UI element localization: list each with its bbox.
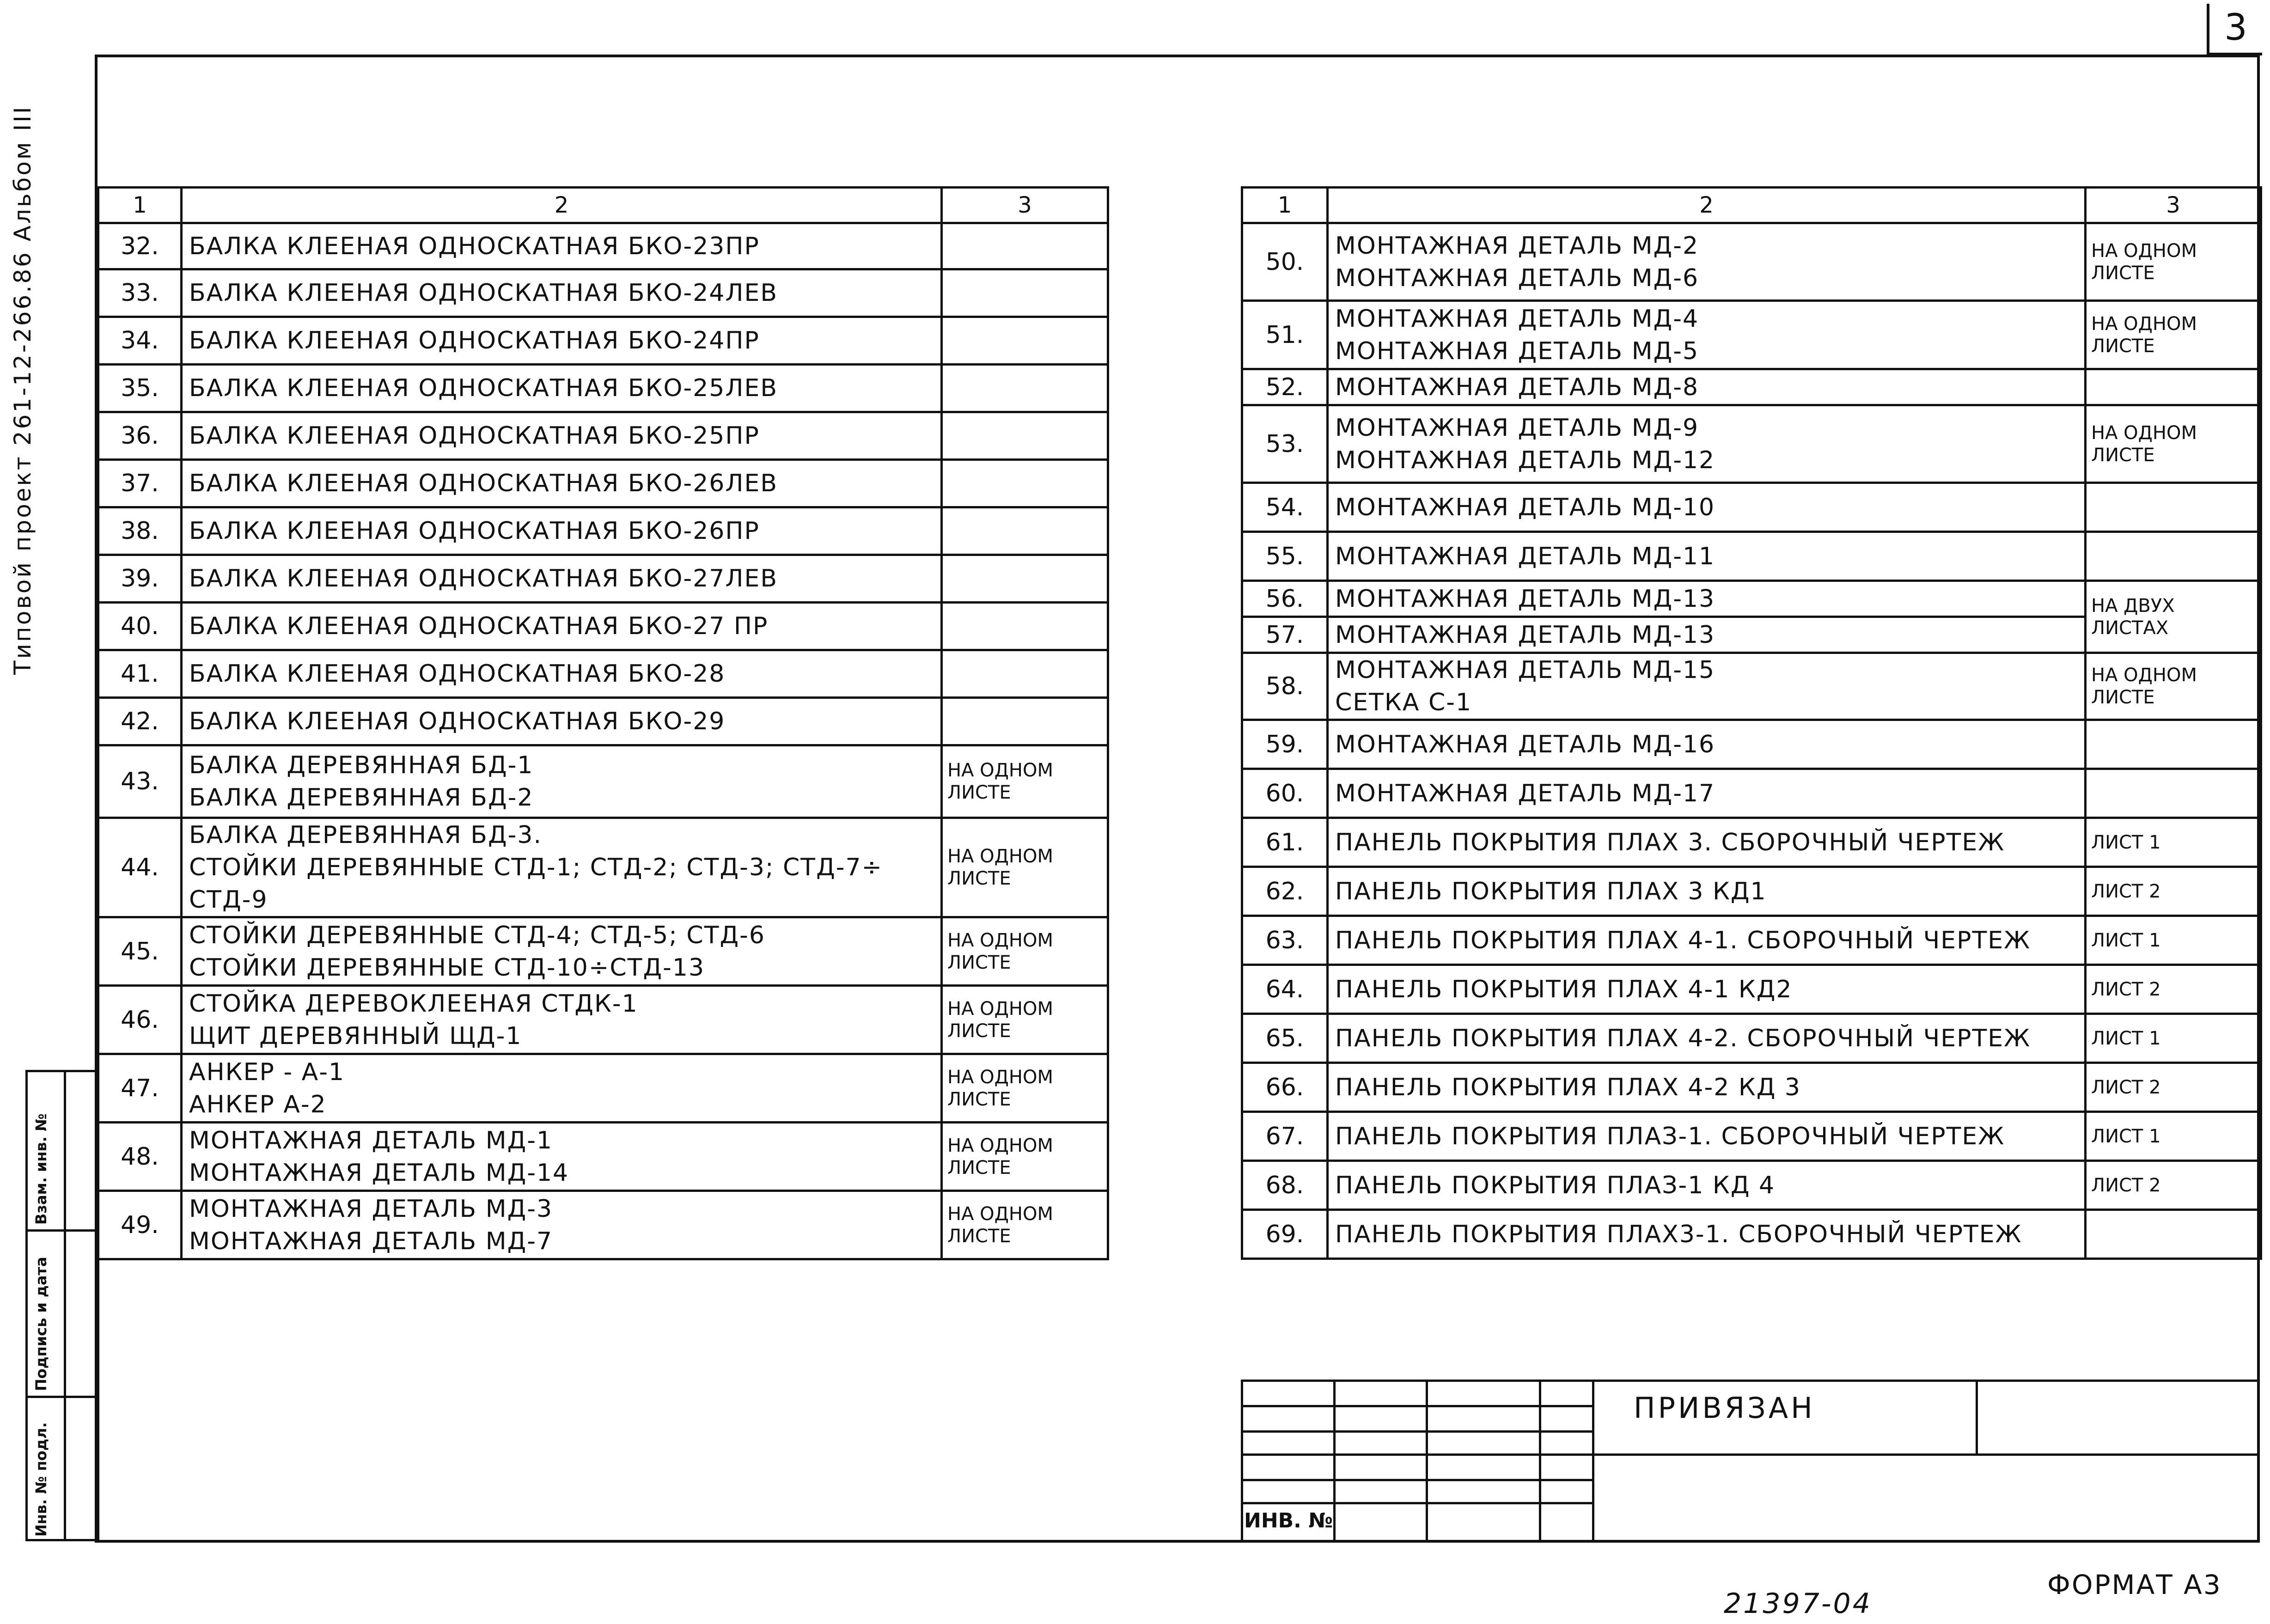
item-number: 56. bbox=[1242, 581, 1328, 617]
item-note bbox=[942, 317, 1108, 365]
item-number: 34. bbox=[98, 317, 182, 365]
item-number: 59. bbox=[1242, 720, 1328, 769]
item-name bbox=[1328, 223, 2086, 301]
grid-line bbox=[1241, 1479, 1592, 1481]
item-name bbox=[1328, 818, 2086, 867]
item-name-line: МОНТАЖНАЯ ДЕТАЛЬ МД-7 bbox=[189, 1227, 553, 1255]
table-row bbox=[98, 223, 1108, 269]
table-row bbox=[98, 1191, 1108, 1259]
item-name-line: ПАНЕЛЬ ПОКРЫТИЯ ПЛАХ 3 КД1 bbox=[1335, 877, 1767, 905]
item-name bbox=[1328, 532, 2086, 581]
item-name-line: ПАНЕЛЬ ПОКРЫТИЯ ПЛАХ3-1. СБОРОЧНЫЙ ЧЕРТЕЖ bbox=[1335, 1220, 2022, 1248]
item-note bbox=[942, 412, 1108, 460]
item-number: 57. bbox=[1242, 617, 1328, 653]
item-name bbox=[1328, 617, 2086, 653]
item-name-line: МОНТАЖНАЯ ДЕТАЛЬ МД-6 bbox=[1335, 264, 1699, 292]
item-name bbox=[182, 317, 942, 365]
item-name bbox=[182, 223, 942, 269]
item-number: 33. bbox=[98, 269, 182, 317]
table-row bbox=[1242, 769, 2261, 818]
column-header: 2 bbox=[1328, 188, 2086, 223]
grid-line bbox=[1241, 1380, 2260, 1382]
item-name-line: МОНТАЖНАЯ ДЕТАЛЬ МД-5 bbox=[1335, 337, 1699, 365]
item-name bbox=[182, 818, 942, 917]
grid-line bbox=[1426, 1380, 1428, 1543]
item-number: 50. bbox=[1242, 223, 1328, 301]
item-note bbox=[942, 603, 1108, 650]
item-name-line: СТД-9 bbox=[189, 886, 268, 914]
item-number: 44. bbox=[98, 818, 182, 917]
item-name bbox=[182, 986, 942, 1054]
item-note bbox=[2086, 1210, 2261, 1259]
item-name bbox=[182, 1123, 942, 1191]
table-row bbox=[1242, 653, 2261, 720]
table-row bbox=[98, 745, 1108, 818]
item-note bbox=[2086, 532, 2261, 581]
item-name bbox=[1328, 369, 2086, 405]
column-header: 3 bbox=[942, 188, 1108, 223]
item-name bbox=[182, 1191, 942, 1259]
item-name bbox=[182, 603, 942, 650]
item-number: 37. bbox=[98, 460, 182, 507]
item-name-line: МОНТАЖНАЯ ДЕТАЛЬ МД-12 bbox=[1335, 446, 1715, 474]
item-name-line: СТОЙКИ ДЕРЕВЯННЫЕ СТД-10÷СТД-13 bbox=[189, 953, 705, 982]
item-name-line: МОНТАЖНАЯ ДЕТАЛЬ МД-16 bbox=[1335, 730, 1715, 758]
table-row bbox=[98, 1123, 1108, 1191]
item-number: 51. bbox=[1242, 301, 1328, 369]
item-number: 67. bbox=[1242, 1112, 1328, 1161]
item-name-line: МОНТАЖНАЯ ДЕТАЛЬ МД-1 bbox=[189, 1126, 553, 1154]
item-note bbox=[942, 269, 1108, 317]
item-note bbox=[942, 698, 1108, 745]
item-number: 47. bbox=[98, 1054, 182, 1123]
item-name bbox=[1328, 720, 2086, 769]
item-number: 49. bbox=[98, 1191, 182, 1259]
item-name-line: МОНТАЖНАЯ ДЕТАЛЬ МД-15 bbox=[1335, 656, 1715, 684]
vertical-project-title: Типовой проект 261-12-266.86 Альбом III bbox=[9, 105, 36, 675]
side-stamp-divider bbox=[64, 1072, 66, 1539]
table-row bbox=[1242, 483, 2261, 532]
table-row bbox=[1242, 405, 2261, 483]
item-number: 65. bbox=[1242, 1014, 1328, 1063]
item-name-line: МОНТАЖНАЯ ДЕТАЛЬ МД-4 bbox=[1335, 305, 1699, 333]
item-number: 52. bbox=[1242, 369, 1328, 405]
table-row bbox=[1242, 1161, 2261, 1210]
item-name-line: ПАНЕЛЬ ПОКРЫТИЯ ПЛАХ 4-2. СБОРОЧНЫЙ ЧЕРТЕЖ bbox=[1335, 1024, 2031, 1052]
item-number: 61. bbox=[1242, 818, 1328, 867]
item-number: 42. bbox=[98, 698, 182, 745]
item-number: 40. bbox=[98, 603, 182, 650]
item-note bbox=[942, 555, 1108, 603]
item-name-line: БАЛКА КЛЕЕНАЯ ОДНОСКАТНАЯ БКО-26ЛЕВ bbox=[189, 470, 778, 497]
sheet-number: 3 bbox=[2207, 4, 2262, 55]
table-row bbox=[1242, 916, 2261, 965]
item-name-line: БАЛКА ДЕРЕВЯННАЯ БД-3. bbox=[189, 821, 542, 849]
item-note: НА ОДНОМ ЛИСТЕ bbox=[2086, 301, 2261, 369]
item-name-line: БАЛКА КЛЕЕНАЯ ОДНОСКАТНАЯ БКО-24ПР bbox=[189, 327, 760, 354]
item-name bbox=[182, 412, 942, 460]
item-note: ЛИСТ 1 bbox=[2086, 1112, 2261, 1161]
item-name-line: МОНТАЖНАЯ ДЕТАЛЬ МД-9 bbox=[1335, 414, 1699, 442]
item-number: 64. bbox=[1242, 965, 1328, 1014]
item-number: 39. bbox=[98, 555, 182, 603]
item-number: 43. bbox=[98, 745, 182, 818]
item-name-line: МОНТАЖНАЯ ДЕТАЛЬ МД-13 bbox=[1335, 585, 1715, 613]
item-name bbox=[1328, 965, 2086, 1014]
table-row bbox=[1242, 369, 2261, 405]
item-note: ЛИСТ 1 bbox=[2086, 916, 2261, 965]
item-note: НА ОДНОМ ЛИСТЕ bbox=[2086, 653, 2261, 720]
table-row bbox=[98, 986, 1108, 1054]
item-name-line: БАЛКА КЛЕЕНАЯ ОДНОСКАТНАЯ БКО-26ПР bbox=[189, 517, 760, 545]
item-name bbox=[182, 698, 942, 745]
item-name-line: МОНТАЖНАЯ ДЕТАЛЬ МД-10 bbox=[1335, 493, 1715, 521]
item-name-line: МОНТАЖНАЯ ДЕТАЛЬ МД-13 bbox=[1335, 621, 1715, 649]
item-note: НА ДВУХ ЛИСТАХ bbox=[2086, 581, 2261, 653]
item-name bbox=[1328, 483, 2086, 532]
item-name-line: БАЛКА КЛЕЕНАЯ ОДНОСКАТНАЯ БКО-27ЛЕВ bbox=[189, 565, 778, 592]
item-name-line: МОНТАЖНАЯ ДЕТАЛЬ МД-2 bbox=[1335, 232, 1699, 260]
item-name-line: ПАНЕЛЬ ПОКРЫТИЯ ПЛАХ 3. СБОРОЧНЫЙ ЧЕРТЕЖ bbox=[1335, 828, 2005, 856]
item-note: НА ОДНОМ ЛИСТЕ bbox=[942, 1054, 1108, 1123]
item-number: 68. bbox=[1242, 1161, 1328, 1210]
column-header: 1 bbox=[1242, 188, 1328, 223]
side-stamp-label: Взам. инв. № bbox=[32, 1113, 50, 1225]
table-row bbox=[1242, 581, 2261, 617]
table-row bbox=[1242, 223, 2261, 301]
item-name bbox=[182, 269, 942, 317]
item-name bbox=[1328, 1161, 2086, 1210]
right-spec-table bbox=[1241, 186, 2262, 1260]
item-note bbox=[2086, 720, 2261, 769]
item-name bbox=[1328, 916, 2086, 965]
item-name-line: ЩИТ ДЕРЕВЯННЫЙ ЩД-1 bbox=[189, 1022, 522, 1050]
item-number: 35. bbox=[98, 365, 182, 412]
item-name-line: МОНТАЖНАЯ ДЕТАЛЬ МД-3 bbox=[189, 1195, 553, 1223]
drawing-code: 21397-04 bbox=[1724, 1587, 1872, 1620]
item-number: 45. bbox=[98, 917, 182, 986]
item-number: 48. bbox=[98, 1123, 182, 1191]
item-name bbox=[1328, 405, 2086, 483]
table-row bbox=[98, 555, 1108, 603]
table-row bbox=[1242, 1014, 2261, 1063]
grid-line bbox=[1592, 1380, 1594, 1543]
item-name bbox=[182, 745, 942, 818]
side-stamp-separator bbox=[28, 1396, 97, 1398]
table-row bbox=[98, 1054, 1108, 1123]
table-row bbox=[98, 818, 1108, 917]
item-note: НА ОДНОМ ЛИСТЕ bbox=[942, 1123, 1108, 1191]
item-name-line: БАЛКА КЛЕЕНАЯ ОДНОСКАТНАЯ БКО-25ЛЕВ bbox=[189, 374, 778, 402]
item-name-line: АНКЕР А-2 bbox=[189, 1090, 327, 1118]
table-row bbox=[98, 507, 1108, 555]
item-name bbox=[1328, 1210, 2086, 1259]
item-note bbox=[942, 460, 1108, 507]
grid-line bbox=[1241, 1405, 1592, 1407]
item-note bbox=[942, 365, 1108, 412]
table-row bbox=[1242, 867, 2261, 916]
table-row bbox=[1242, 1210, 2261, 1259]
item-number: 63. bbox=[1242, 916, 1328, 965]
grid-line bbox=[1241, 1430, 1592, 1433]
table-row bbox=[98, 603, 1108, 650]
table-row bbox=[98, 412, 1108, 460]
item-name bbox=[182, 650, 942, 698]
item-name bbox=[1328, 653, 2086, 720]
item-note: ЛИСТ 2 bbox=[2086, 965, 2261, 1014]
item-name-line: БАЛКА ДЕРЕВЯННАЯ БД-2 bbox=[189, 784, 534, 812]
item-name-line: ПАНЕЛЬ ПОКРЫТИЯ ПЛАЗ-1. СБОРОЧНЫЙ ЧЕРТЕЖ bbox=[1335, 1122, 2005, 1150]
item-note: ЛИСТ 2 bbox=[2086, 1063, 2261, 1112]
item-number: 32. bbox=[98, 223, 182, 269]
item-name-line: ПАНЕЛЬ ПОКРЫТИЯ ПЛАЗ-1 КД 4 bbox=[1335, 1171, 1776, 1199]
item-number: 53. bbox=[1242, 405, 1328, 483]
grid-line bbox=[1976, 1380, 1978, 1455]
item-number: 60. bbox=[1242, 769, 1328, 818]
item-note: ЛИСТ 1 bbox=[2086, 1014, 2261, 1063]
side-stamp-separator bbox=[28, 1229, 97, 1232]
item-name bbox=[1328, 581, 2086, 617]
item-note: НА ОДНОМ ЛИСТЕ bbox=[942, 818, 1108, 917]
item-note bbox=[942, 223, 1108, 269]
item-note: ЛИСТ 2 bbox=[2086, 867, 2261, 916]
item-name bbox=[182, 917, 942, 986]
table-row bbox=[98, 317, 1108, 365]
item-name-line: БАЛКА КЛЕЕНАЯ ОДНОСКАТНАЯ БКО-25ПР bbox=[189, 422, 760, 450]
table-row bbox=[1242, 1112, 2261, 1161]
item-number: 58. bbox=[1242, 653, 1328, 720]
item-name-line: МОНТАЖНАЯ ДЕТАЛЬ МД-17 bbox=[1335, 779, 1715, 807]
item-number: 41. bbox=[98, 650, 182, 698]
item-note bbox=[2086, 483, 2261, 532]
item-number: 55. bbox=[1242, 532, 1328, 581]
item-name-line: МОНТАЖНАЯ ДЕТАЛЬ МД-11 bbox=[1335, 542, 1715, 570]
item-name bbox=[1328, 301, 2086, 369]
item-number: 46. bbox=[98, 986, 182, 1054]
item-number: 66. bbox=[1242, 1063, 1328, 1112]
item-name-line: СТОЙКА ДЕРЕВОКЛЕЕНАЯ СТДК-1 bbox=[189, 989, 638, 1018]
item-name-line: БАЛКА ДЕРЕВЯННАЯ БД-1 bbox=[189, 751, 534, 779]
column-header: 1 bbox=[98, 188, 182, 223]
column-header: 2 bbox=[182, 188, 942, 223]
item-note: ЛИСТ 2 bbox=[2086, 1161, 2261, 1210]
side-stamp-label: Инв. № подл. bbox=[32, 1422, 50, 1537]
table-row bbox=[1242, 818, 2261, 867]
side-stamp bbox=[25, 1070, 99, 1541]
table-row bbox=[98, 269, 1108, 317]
item-name bbox=[1328, 1014, 2086, 1063]
item-note bbox=[942, 650, 1108, 698]
item-name bbox=[182, 555, 942, 603]
table-row bbox=[98, 650, 1108, 698]
table-row bbox=[1242, 720, 2261, 769]
item-name bbox=[1328, 1063, 2086, 1112]
column-header: 3 bbox=[2086, 188, 2261, 223]
item-number: 38. bbox=[98, 507, 182, 555]
left-spec-table bbox=[97, 186, 1109, 1260]
item-name-line: БАЛКА КЛЕЕНАЯ ОДНОСКАТНАЯ БКО-29 bbox=[189, 708, 726, 735]
item-note: НА ОДНОМ ЛИСТЕ bbox=[2086, 405, 2261, 483]
item-number: 69. bbox=[1242, 1210, 1328, 1259]
item-name-line: МОНТАЖНАЯ ДЕТАЛЬ МД-8 bbox=[1335, 373, 1699, 401]
item-note bbox=[2086, 769, 2261, 818]
item-name bbox=[182, 365, 942, 412]
item-name-line: ПАНЕЛЬ ПОКРЫТИЯ ПЛАХ 4-1. СБОРОЧНЫЙ ЧЕРТЕЖ bbox=[1335, 926, 2031, 954]
item-name bbox=[182, 460, 942, 507]
table-row bbox=[1242, 965, 2261, 1014]
item-name bbox=[182, 507, 942, 555]
item-name bbox=[1328, 769, 2086, 818]
side-stamp-label: Подпись и дата bbox=[32, 1257, 50, 1391]
bound-label: ПРИВЯЗАН bbox=[1634, 1391, 1815, 1425]
item-name-line: БАЛКА КЛЕЕНАЯ ОДНОСКАТНАЯ БКО-24ЛЕВ bbox=[189, 279, 778, 307]
grid-line bbox=[1539, 1380, 1541, 1543]
item-note bbox=[942, 507, 1108, 555]
grid-line bbox=[1241, 1502, 1592, 1504]
grid-line bbox=[1241, 1380, 1243, 1543]
grid-line bbox=[1333, 1380, 1336, 1543]
table-row bbox=[98, 698, 1108, 745]
item-note: ЛИСТ 1 bbox=[2086, 818, 2261, 867]
item-note: НА ОДНОМ ЛИСТЕ bbox=[942, 1191, 1108, 1259]
item-name-line: ПАНЕЛЬ ПОКРЫТИЯ ПЛАХ 4-2 КД 3 bbox=[1335, 1073, 1801, 1101]
table-row bbox=[98, 365, 1108, 412]
item-name-line: СТОЙКИ ДЕРЕВЯННЫЕ СТД-1; СТД-2; СТД-3; СТД-7÷ bbox=[189, 854, 883, 881]
table-header-row bbox=[1242, 188, 2261, 223]
inventory-number-label: ИНВ. № bbox=[1244, 1509, 1333, 1532]
table-row bbox=[98, 460, 1108, 507]
item-name-line: АНКЕР - А-1 bbox=[189, 1058, 345, 1086]
item-number: 54. bbox=[1242, 483, 1328, 532]
item-note: НА ОДНОМ ЛИСТЕ bbox=[2086, 223, 2261, 301]
item-note bbox=[2086, 369, 2261, 405]
table-header-row bbox=[98, 188, 1108, 223]
grid-line bbox=[1241, 1453, 2260, 1456]
item-name-line: ПАНЕЛЬ ПОКРЫТИЯ ПЛАХ 4-1 КД2 bbox=[1335, 975, 1793, 1003]
item-number: 62. bbox=[1242, 867, 1328, 916]
table-row bbox=[1242, 301, 2261, 369]
table-row bbox=[1242, 532, 2261, 581]
item-name bbox=[182, 1054, 942, 1123]
table-row bbox=[1242, 1063, 2261, 1112]
item-note: НА ОДНОМ ЛИСТЕ bbox=[942, 917, 1108, 986]
item-name bbox=[1328, 867, 2086, 916]
item-number: 36. bbox=[98, 412, 182, 460]
table-row bbox=[98, 917, 1108, 986]
item-name-line: СТОЙКИ ДЕРЕВЯННЫЕ СТД-4; СТД-5; СТД-6 bbox=[189, 921, 765, 949]
format-label: ФОРМАТ А3 bbox=[2047, 1569, 2222, 1600]
item-note: НА ОДНОМ ЛИСТЕ bbox=[942, 986, 1108, 1054]
item-name-line: БАЛКА КЛЕЕНАЯ ОДНОСКАТНАЯ БКО-28 bbox=[189, 660, 726, 688]
item-name-line: БАЛКА КЛЕЕНАЯ ОДНОСКАТНАЯ БКО-23ПР bbox=[189, 232, 760, 260]
item-name-line: БАЛКА КЛЕЕНАЯ ОДНОСКАТНАЯ БКО-27 ПР bbox=[189, 612, 769, 640]
item-note: НА ОДНОМ ЛИСТЕ bbox=[942, 745, 1108, 818]
item-name-line: СЕТКА С-1 bbox=[1335, 689, 1472, 716]
item-name bbox=[1328, 1112, 2086, 1161]
item-name-line: МОНТАЖНАЯ ДЕТАЛЬ МД-14 bbox=[189, 1159, 569, 1187]
